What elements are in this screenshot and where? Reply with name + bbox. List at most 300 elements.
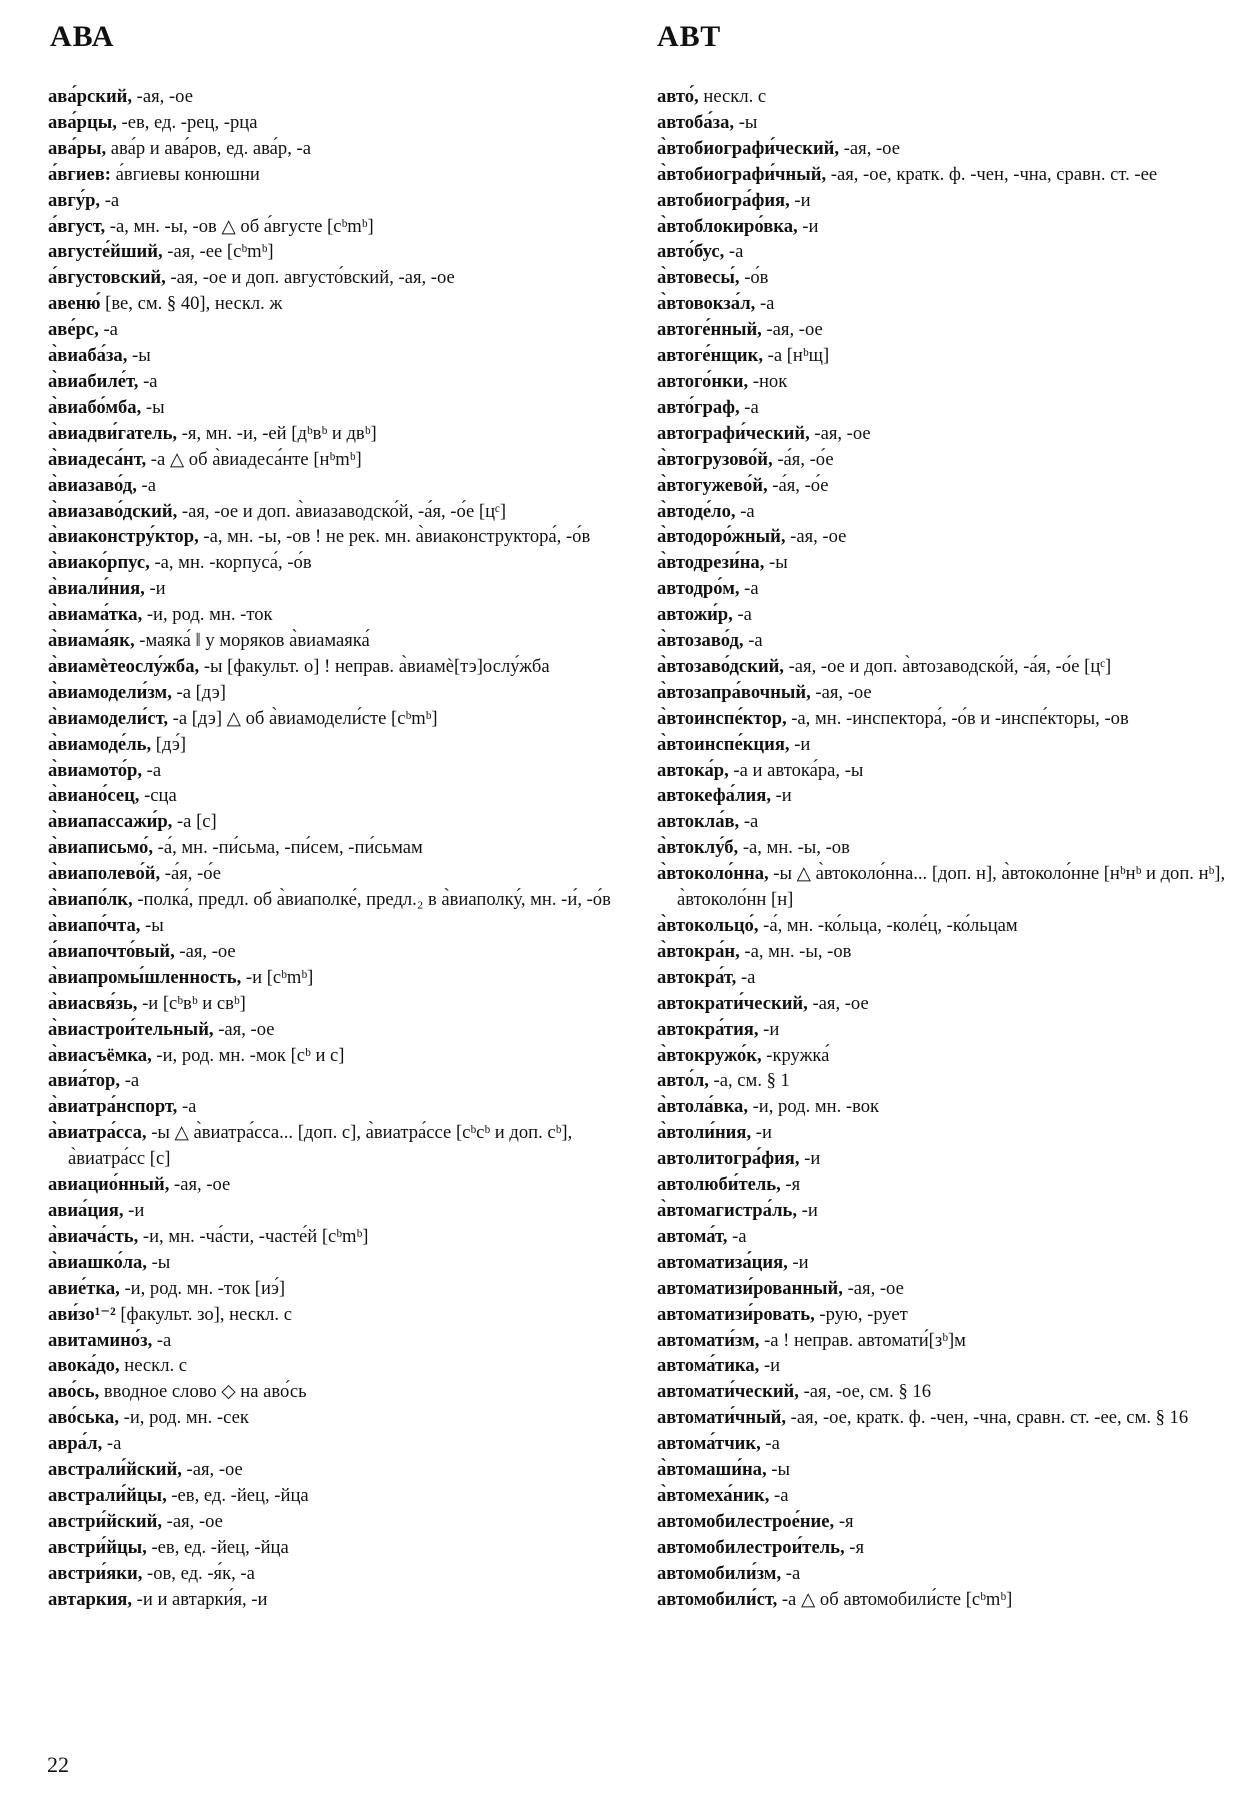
entry-grammar: -а <box>760 1433 780 1455</box>
entry-headword: австри́яки, <box>48 1562 143 1584</box>
entry-headword: а̀виано́сец, <box>48 785 140 807</box>
entry-headword: автомобилестрое́ние, <box>657 1510 835 1532</box>
dictionary-entry <box>657 861 1229 913</box>
dictionary-entry <box>48 1250 620 1276</box>
dictionary-entry <box>48 395 620 421</box>
dictionary-entry <box>48 1431 620 1457</box>
entry-headword: автоматизи́рованный, <box>657 1277 843 1299</box>
entry-grammar: -и <box>770 785 792 807</box>
entry-grammar: -а, мн. -ы, -ов <box>738 837 850 859</box>
entry-grammar: -и, мн. -ча́сти, -часте́й [cᵇmᵇ] <box>138 1225 369 1247</box>
entry-grammar: -ая, -ое <box>809 422 871 444</box>
entry-headword: а́виапочто́вый, <box>48 940 175 962</box>
entry-headword: а̀втодрези́на, <box>657 552 765 574</box>
entry-headword: а̀втозапра́вочный, <box>657 681 811 703</box>
entry-grammar: -ая, -ое <box>181 1459 243 1481</box>
entry-headword: авто́бус, <box>657 241 725 263</box>
entry-headword: а̀втоблокиро́вка, <box>657 215 798 237</box>
entry-grammar: -а <box>727 1225 747 1247</box>
entry-grammar: -ая, -ое <box>174 940 236 962</box>
entry-headword: а̀виабиле́т, <box>48 370 139 392</box>
dictionary-entry <box>657 758 1229 784</box>
entry-grammar: -ая, -ое и доп. августо́вский, -ая, -ое <box>165 267 455 289</box>
dictionary-entry <box>48 1172 620 1198</box>
entry-grammar: -а [с] <box>172 811 217 833</box>
dictionary-entry <box>48 1483 620 1509</box>
entry-grammar: -и <box>759 1355 781 1377</box>
dictionary-entry <box>48 991 620 1017</box>
entry-grammar: [дэ́] <box>151 733 187 755</box>
entry-headword: а̀втозаво́дский, <box>657 655 784 677</box>
dictionary-entry <box>48 783 620 809</box>
entry-headword: а̀втобиографи́чный, <box>657 163 827 185</box>
entry-grammar: -и, род. мн. -вок <box>747 1096 880 1118</box>
entry-grammar: -а <box>739 578 759 600</box>
dictionary-entry <box>657 447 1229 473</box>
entry-headword: а̀виаконстру́ктор, <box>48 526 199 548</box>
entry-grammar: -и [cᵇmᵇ] <box>241 966 314 988</box>
entry-headword: а̀виадеса́нт, <box>48 448 147 470</box>
entry-headword: а̀виастрои́тельный, <box>48 1018 214 1040</box>
entry-grammar: -ая, -ое <box>839 137 900 159</box>
entry-grammar: -и <box>789 189 811 211</box>
entry-headword: а̀втокра́н, <box>657 940 740 962</box>
dictionary-entry <box>48 1043 620 1069</box>
entry-headword: а̀втола́вка, <box>657 1096 748 1118</box>
entry-headword: австри́йский, <box>48 1510 162 1532</box>
entry-grammar: -ы [факульт. о] ! неправ. а̀виамѐ[тэ]ослу́жба <box>199 655 550 677</box>
entry-headword: а̀втомаши́на, <box>657 1459 767 1481</box>
entry-grammar: -и <box>799 1148 821 1170</box>
dictionary-entry <box>657 343 1229 369</box>
entry-grammar: -а <box>136 474 156 496</box>
entry-headword: а̀виаписьмо́, <box>48 837 153 859</box>
dictionary-entry <box>48 913 620 939</box>
dictionary-entry <box>48 861 620 887</box>
entry-grammar: -а <box>152 1329 172 1351</box>
entry-grammar: -ая, -ое и доп. а̀виазаводско́й, -а́я, -о́е [цᶜ] <box>177 500 507 522</box>
entry-grammar: -ев, ед. -рец, -рца <box>116 111 258 133</box>
entry-grammar: -и и автарки́я, -и <box>132 1588 268 1610</box>
entry-grammar: -ы △ а̀виатра́сса... [доп. с], а̀виатра́ссе [cᵇcᵇ и доп. cᵇ], а̀виатра́сс [с] <box>68 1122 573 1170</box>
entry-headword: а̀втоинспе́кция, <box>657 733 790 755</box>
dictionary-entry <box>48 162 620 188</box>
dictionary-entry <box>48 887 620 913</box>
entry-grammar: -ая, -ое <box>810 681 872 703</box>
entry-headword: а̀виадви́гатель, <box>48 422 178 444</box>
dictionary-entry <box>657 706 1229 732</box>
dictionary-entry <box>657 499 1229 525</box>
entry-headword: автоматизи́ровать, <box>657 1303 815 1325</box>
entry-headword: автографи́ческий, <box>657 422 810 444</box>
entry-grammar: -ая, -ое и доп. а̀втозаводско́й, -а́я, -о́е [цᶜ] <box>783 655 1112 677</box>
dictionary-entry <box>48 369 620 395</box>
entry-headword: автокла́в, <box>657 811 740 833</box>
dictionary-entry <box>657 1120 1229 1146</box>
entry-grammar: -а <box>739 811 759 833</box>
entry-headword: а̀втоде́ло, <box>657 500 736 522</box>
entry-grammar: -а [дэ] △ об а̀виамодели́сте [cᵇmᵇ] <box>167 707 438 729</box>
entry-grammar: -и <box>751 1122 772 1144</box>
dictionary-entry <box>48 576 620 602</box>
entry-grammar: -ая, -ое <box>132 86 193 107</box>
entry-headword: автомобили́зм, <box>657 1562 782 1584</box>
entry-headword: авитамино́з, <box>48 1329 153 1351</box>
entry-headword: а̀виапассажи́р, <box>48 811 173 833</box>
entry-grammar: нескл. с <box>119 1355 188 1377</box>
dictionary-entry <box>657 1328 1229 1354</box>
entry-headword: а̀втоли́ния, <box>657 1122 752 1144</box>
entry-headword: а̀втогужево́й, <box>657 474 768 496</box>
entry-grammar: -ы <box>146 1251 171 1273</box>
entry-headword: авра́л, <box>48 1433 103 1455</box>
entry-grammar: -и, род. мн. -сек <box>118 1407 249 1429</box>
entry-grammar: -ая, -ое, кратк. ф. -чен, -чна, сравн. ст. -ее <box>826 163 1158 185</box>
entry-headword: автоге́нщик, <box>657 345 763 367</box>
entry-grammar: -а <box>735 500 755 522</box>
entry-headword: а̀виали́ния, <box>48 578 145 600</box>
dictionary-entry <box>48 343 620 369</box>
entry-grammar: -а <box>743 630 763 652</box>
dictionary-entry <box>48 732 620 758</box>
entry-grammar: -нок <box>748 370 788 392</box>
dictionary-entry <box>48 317 620 343</box>
dictionary-entry <box>657 473 1229 499</box>
entry-grammar: -ы <box>764 552 788 574</box>
entry-headword: а̀втогрузово́й, <box>657 448 773 470</box>
entry-headword: автого́нки, <box>657 370 749 392</box>
dictionary-entry <box>657 1094 1229 1120</box>
entry-grammar: -и <box>144 578 166 600</box>
dictionary-entry <box>657 965 1229 991</box>
dictionary-entry <box>48 706 620 732</box>
entry-grammar: -а́я, -о́е <box>160 863 222 885</box>
entry-grammar: [ве, см. § 40], нескл. ж <box>100 293 283 315</box>
dictionary-entry <box>657 939 1229 965</box>
entry-headword: а̀виапромы́шленность, <box>48 966 242 988</box>
entry-headword: автомати́зм, <box>657 1329 760 1351</box>
entry-headword: а̀виамодели́ст, <box>48 707 168 729</box>
dictionary-entry <box>48 1302 620 1328</box>
dictionary-entry <box>48 1224 620 1250</box>
entry-grammar: -а <box>120 1070 140 1092</box>
entry-grammar: -ы △ а̀втоколо́нна... [доп. н], а̀втоколо́нне [нᵇнᵇ и доп. нᵇ], а̀втоколо́нн [н] <box>677 863 1226 911</box>
entry-headword: автобиогра́фия, <box>657 189 790 211</box>
entry-grammar: -и <box>123 1199 145 1221</box>
entry-grammar: -а [нᵇщ] <box>763 345 830 367</box>
dictionary-entry <box>657 628 1229 654</box>
left-column <box>48 84 620 1612</box>
entry-headword: а̀виама́тка, <box>48 604 143 626</box>
entry-grammar: -и [сᵇвᵇ и свᵇ] <box>137 992 246 1014</box>
dictionary-entry <box>657 991 1229 1017</box>
entry-grammar: -и <box>797 1199 818 1221</box>
entry-grammar: -ая, -ое <box>785 526 847 548</box>
dictionary-entry <box>48 214 620 240</box>
entry-grammar: -а <box>732 604 752 626</box>
dictionary-entry <box>657 550 1229 576</box>
entry-grammar: -а <box>781 1562 801 1584</box>
entry-headword: а̀виамѐтеослу́жба, <box>48 655 200 677</box>
dictionary-entry <box>657 1483 1229 1509</box>
entry-headword: а̀виаба́за, <box>48 345 128 367</box>
running-head-left: АВА <box>50 20 115 53</box>
entry-headword: а̀втоклу́б, <box>657 837 739 859</box>
entry-headword: августе́йший, <box>48 241 163 263</box>
dictionary-entry <box>48 809 620 835</box>
dictionary-entry <box>48 421 620 447</box>
dictionary-entry <box>657 1457 1229 1483</box>
dictionary-entry <box>48 265 620 291</box>
dictionary-entry <box>48 550 620 576</box>
dictionary-entry <box>657 1535 1229 1561</box>
entry-grammar: ава́р и ава́ров, ед. ава́р, -а <box>106 137 311 159</box>
entry-headword: автокефа́лия, <box>657 785 771 807</box>
dictionary-entry <box>657 1509 1229 1535</box>
dictionary-entry <box>48 1457 620 1483</box>
entry-grammar: -а <box>100 189 120 211</box>
dictionary-entry <box>657 395 1229 421</box>
entry-grammar: -а <box>739 396 759 418</box>
dictionary-entry <box>48 524 620 550</box>
entry-headword: авиацио́нный, <box>48 1174 170 1196</box>
entry-grammar: -а <box>138 370 158 392</box>
entry-headword: а̀виазаво́дский, <box>48 500 178 522</box>
entry-headword: а̀виатра́сса, <box>48 1122 147 1144</box>
entry-headword: ава́рцы, <box>48 111 117 133</box>
entry-grammar: -о́в <box>739 267 769 289</box>
dictionary-entry <box>657 1172 1229 1198</box>
entry-headword: а̀втовокза́л, <box>657 293 756 315</box>
dictionary-entry <box>48 835 620 861</box>
dictionary-entry <box>48 1379 620 1405</box>
entry-grammar: -а ! неправ. автомати́[зᵇ]м <box>759 1329 966 1351</box>
entry-headword: а̀виаполево́й, <box>48 863 161 885</box>
entry-grammar: -ая, -ое <box>162 1510 223 1532</box>
dictionary-entry <box>657 136 1229 162</box>
entry-grammar: -ев, ед. -йец, -йца <box>166 1484 309 1506</box>
entry-headword: авока́до, <box>48 1355 120 1377</box>
entry-grammar: -а <box>724 241 744 263</box>
entry-grammar: -я, мн. -и, -ей [дᵇвᵇ и двᵇ] <box>177 422 377 444</box>
entry-headword: авеню́ <box>48 293 101 315</box>
entry-headword: а̀виапо́лк, <box>48 889 133 911</box>
dictionary-entry <box>657 602 1229 628</box>
dictionary-entry <box>657 1353 1229 1379</box>
entry-grammar: -а △ об а̀виадеса́нте [нᵇmᵇ] <box>146 448 362 470</box>
entry-grammar: -ов, ед. -я́к, -а <box>142 1562 255 1584</box>
entry-grammar: -я <box>780 1174 801 1196</box>
entry-headword: а̀втодоро́жный, <box>657 526 786 548</box>
entry-headword: австри́йцы, <box>48 1536 147 1558</box>
entry-grammar: -ая, -ое <box>761 319 823 341</box>
entry-headword: автомобилестрои́тель, <box>657 1536 845 1558</box>
entry-headword: а̀втомагистра́ль, <box>657 1199 798 1221</box>
entry-grammar: -а́, мн. -пи́сьма, -пи́сем, -пи́сьмам <box>152 837 423 859</box>
entry-headword: а̀втозаво́д, <box>657 630 744 652</box>
entry-grammar: -и, род. мн. -мок [cᵇ и с] <box>151 1044 345 1066</box>
running-head-right: АВТ <box>657 20 722 53</box>
entry-grammar: -а, мн. -ы, -ов <box>739 940 852 962</box>
entry-headword: австрали́йцы, <box>48 1484 167 1506</box>
dictionary-entry <box>657 732 1229 758</box>
entry-headword: авто́, <box>657 86 699 107</box>
dictionary-entry <box>48 1094 620 1120</box>
dictionary-entry <box>657 783 1229 809</box>
right-column <box>657 84 1229 1612</box>
entry-headword: а̀виатра́нспорт, <box>48 1096 178 1118</box>
entry-grammar: а́вгиевы конюшни <box>110 163 260 185</box>
entry-headword: автолюби́тель, <box>657 1174 781 1196</box>
dictionary-entry <box>48 1017 620 1043</box>
entry-grammar: -а и автока́ра, -ы <box>728 759 864 781</box>
entry-headword: автократи́ческий, <box>657 992 808 1014</box>
entry-headword: автодро́м, <box>657 578 740 600</box>
entry-headword: аве́рс, <box>48 319 99 341</box>
entry-grammar: -а <box>102 1433 122 1455</box>
entry-grammar: -а △ об автомобили́сте [cᵇmᵇ] <box>777 1588 1013 1610</box>
dictionary-entry <box>48 188 620 214</box>
page-number: 22 <box>47 1752 69 1777</box>
entry-grammar: вводное слово ◇ на аво́сь <box>99 1381 307 1403</box>
entry-grammar: -ы <box>127 345 151 367</box>
entry-grammar: -а́, мн. -ко́льца, -коле́ц, -ко́льцам <box>758 915 1018 936</box>
entry-grammar: -и <box>789 733 811 755</box>
entry-grammar: -а <box>142 759 162 781</box>
dictionary-entry <box>657 1224 1229 1250</box>
entry-grammar: нескл. с <box>698 86 767 107</box>
entry-headword: австрали́йский, <box>48 1459 182 1481</box>
entry-grammar: -а <box>769 1484 789 1506</box>
dictionary-entry <box>657 809 1229 835</box>
dictionary-entry <box>657 239 1229 265</box>
entry-headword: а̀втоколо́нна, <box>657 863 769 885</box>
entry-headword: аво́сь, <box>48 1381 100 1403</box>
dictionary-entry <box>657 1198 1229 1224</box>
entry-headword: а́вгустовский, <box>48 267 166 289</box>
entry-grammar: -а́я, -о́е <box>767 474 829 496</box>
dictionary-entry <box>48 939 620 965</box>
dictionary-entry <box>657 1302 1229 1328</box>
dictionary-entry <box>48 965 620 991</box>
entry-grammar: -а, мн. -корпуса́, -о́в <box>149 552 312 574</box>
entry-grammar: -ая, -ое <box>807 992 869 1014</box>
entry-headword: автоматиза́ция, <box>657 1251 788 1273</box>
entry-grammar: -маяка́ ‖ у моряков а̀виамаяка́ <box>134 630 370 652</box>
dictionary-entry <box>48 1328 620 1354</box>
dictionary-entry <box>48 239 620 265</box>
dictionary-entry <box>657 680 1229 706</box>
entry-headword: а̀виамодели́зм, <box>48 681 172 703</box>
entry-grammar: -ая, -ое, см. § 16 <box>798 1381 931 1403</box>
dictionary-entry <box>48 499 620 525</box>
entry-headword: авгу́р, <box>48 189 101 211</box>
dictionary-entry <box>657 214 1229 240</box>
dictionary-entry <box>48 1276 620 1302</box>
entry-headword: автоге́нный, <box>657 319 762 341</box>
entry-headword: а̀втокольцо́, <box>657 915 759 936</box>
entry-grammar: -полка́, предл. об а̀виаполке́, предл.₂ в а̀виаполку́, мн. -и́, -о́в <box>132 889 611 911</box>
entry-headword: а̀виабо́мба, <box>48 396 142 418</box>
dictionary-entry <box>48 1587 620 1613</box>
entry-headword: а̀виамоде́ль, <box>48 733 152 755</box>
dictionary-entry <box>657 317 1229 343</box>
entry-headword: автома́т, <box>657 1225 728 1247</box>
entry-headword: автаркия, <box>48 1588 133 1610</box>
entry-headword: а̀втовесы́, <box>657 267 740 289</box>
entry-headword: а̀виамото́р, <box>48 759 142 781</box>
entry-headword: а̀виако́рпус, <box>48 552 150 574</box>
dictionary-entry <box>48 1405 620 1431</box>
dictionary-entry <box>48 291 620 317</box>
entry-grammar: -ая, -ее [cᵇmᵇ] <box>162 241 274 263</box>
entry-headword: а̀виача́сть, <box>48 1225 139 1247</box>
entry-headword: авто́л, <box>657 1070 709 1092</box>
entry-grammar: -а, мн. -ы, -ов △ об а́вгусте [cᵇmᵇ] <box>105 215 374 237</box>
dictionary-entry <box>48 1509 620 1535</box>
entry-headword: автолитогра́фия, <box>657 1148 800 1170</box>
entry-grammar: -и, род. мн. -ток [иэ́] <box>119 1277 286 1299</box>
entry-grammar: -рую, -рует <box>814 1303 908 1325</box>
entry-headword: ава́рский, <box>48 86 133 107</box>
dictionary-entry <box>657 1017 1229 1043</box>
entry-headword: а̀втокружо́к, <box>657 1044 762 1066</box>
entry-headword: автомати́чный, <box>657 1407 786 1429</box>
dictionary-entry <box>48 1535 620 1561</box>
entry-headword: а̀виама́як, <box>48 630 135 652</box>
dictionary-entry <box>48 1068 620 1094</box>
dictionary-entry <box>48 628 620 654</box>
dictionary-entry <box>48 447 620 473</box>
dictionary-entry <box>657 1276 1229 1302</box>
dictionary-entry <box>48 654 620 680</box>
dictionary-entry <box>48 84 620 110</box>
dictionary-entry <box>657 654 1229 680</box>
dictionary-entry <box>48 110 620 136</box>
entry-grammar: -ая, -ое <box>213 1018 275 1040</box>
entry-grammar: -ы <box>141 396 165 418</box>
entry-headword: авие́тка, <box>48 1277 120 1299</box>
dictionary-entry <box>657 162 1229 188</box>
entry-headword: а̀втомеха́ник, <box>657 1484 770 1506</box>
entry-grammar: -а, мн. -ы, -ов ! не рек. мн. а̀виаконструктора́, -о́в <box>198 526 591 548</box>
entry-headword: ави́зо¹⁻² <box>48 1303 116 1325</box>
entry-grammar: -ы <box>766 1459 790 1481</box>
dictionary-entry <box>657 913 1229 939</box>
dictionary-entry <box>657 576 1229 602</box>
dictionary-entry <box>48 758 620 784</box>
entry-grammar: -и <box>797 215 819 237</box>
dictionary-entry <box>48 136 620 162</box>
entry-grammar: -а <box>98 319 118 341</box>
dictionary-entry <box>657 1250 1229 1276</box>
entry-grammar: -а, мн. -инспектора́, -о́в и -инспе́кторы, -ов <box>786 707 1129 729</box>
dictionary-entry <box>657 1587 1229 1613</box>
entry-grammar: -я <box>844 1536 865 1558</box>
entry-headword: автомобили́ст, <box>657 1588 778 1610</box>
entry-headword: а̀виазаво́д, <box>48 474 137 496</box>
entry-headword: автома́тика, <box>657 1355 760 1377</box>
entry-grammar: -сца <box>139 785 177 807</box>
dictionary-entry <box>657 188 1229 214</box>
entry-headword: автокра́т, <box>657 966 737 988</box>
dictionary-entry <box>657 291 1229 317</box>
entry-grammar: -а [дэ] <box>171 681 226 703</box>
entry-headword: а̀виасвя́зь, <box>48 992 138 1014</box>
dictionary-entry <box>48 680 620 706</box>
entry-grammar: -кружка́ <box>761 1044 830 1066</box>
entry-grammar: -я <box>834 1510 854 1532</box>
